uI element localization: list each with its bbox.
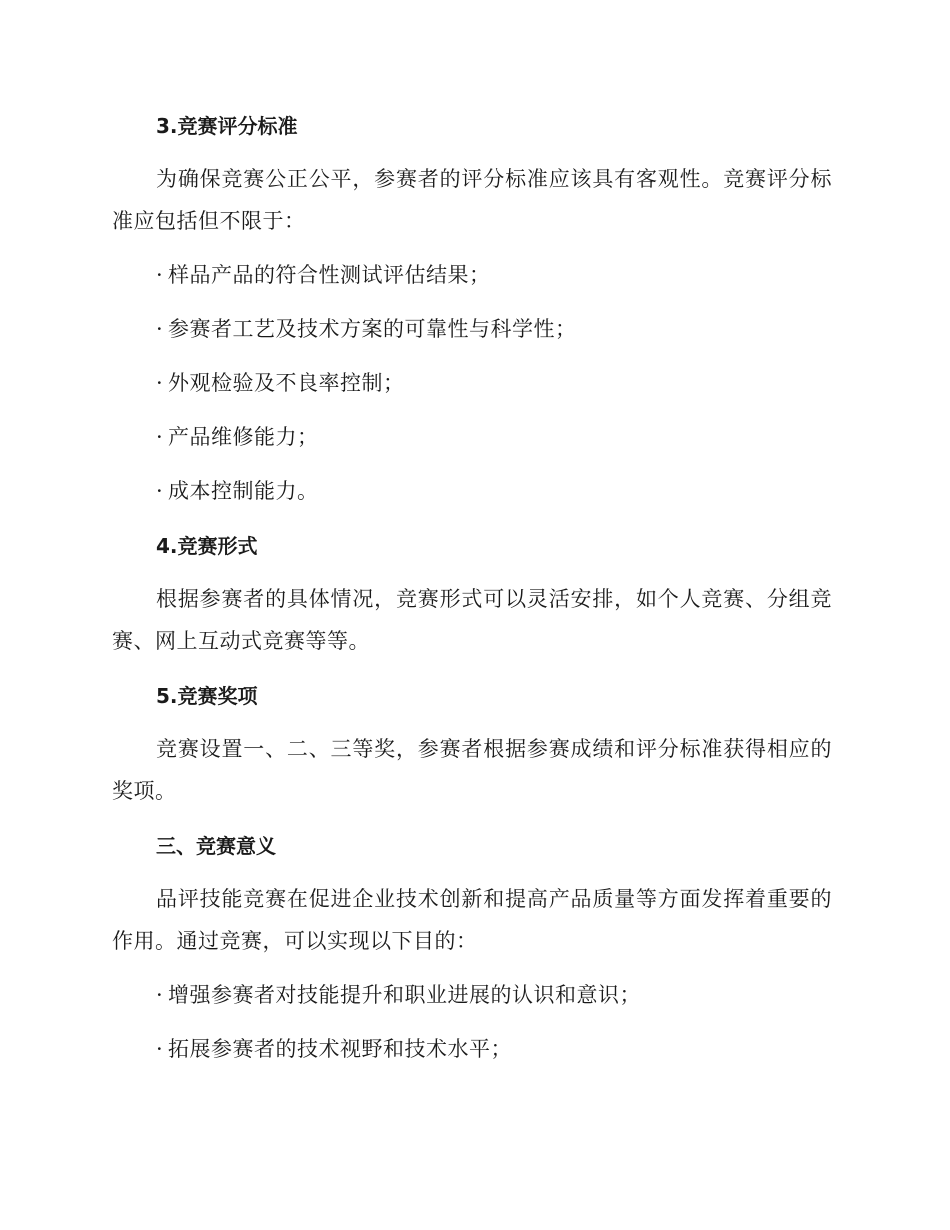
bullet-dot-icon: · [156,263,164,287]
section-paragraph-format: 根据参赛者的具体情况，竞赛形式可以灵活安排，如个人竞赛、分组竞赛、网上互动式竞赛等等。 [112,587,832,653]
bullet-item [112,254,832,296]
bullet-text: 成本控制能力。 [168,479,319,503]
section-heading-significance: 三、竞赛意义 [156,834,276,858]
bullet-item [112,974,832,1016]
section-paragraph-awards: 竞赛设置一、二、三等奖，参赛者根据参赛成绩和评分标准获得相应的奖项。 [112,737,832,803]
bullet-dot-icon: · [156,1037,164,1061]
bullet-text: 增强参赛者对技能提升和职业进展的认识和意识； [168,983,641,1007]
bullet-item [112,416,832,458]
bullet-text: 样品产品的符合性测试评估结果； [168,263,491,287]
bullet-text: 参赛者工艺及技术方案的可靠性与科学性； [168,317,577,341]
bullet-item [112,308,832,350]
bullet-dot-icon: · [156,479,164,503]
bullet-text: 外观检验及不良率控制； [168,371,405,395]
bullet-dot-icon: · [156,371,164,395]
bullet-dot-icon: · [156,317,164,341]
section-paragraph-scoring: 为确保竞赛公正公平，参赛者的评分标准应该具有客观性。竞赛评分标准应包括但不限于： [112,167,832,233]
bullet-text: 产品维修能力； [168,425,319,449]
section-heading-scoring: 3.竞赛评分标准 [156,114,298,138]
section-heading-awards: 5.竞赛奖项 [156,684,258,708]
section-heading-format: 4.竞赛形式 [156,534,258,558]
bullet-item [112,1028,832,1070]
bullet-dot-icon: · [156,983,164,1007]
document-page [112,104,832,1082]
bullet-dot-icon: · [156,425,164,449]
section-paragraph-significance: 品评技能竞赛在促进企业技术创新和提高产品质量等方面发挥着重要的作用。通过竞赛，可以实现以下目的： [112,887,832,953]
bullet-text: 拓展参赛者的技术视野和技术水平； [168,1037,512,1061]
bullet-item [112,362,832,404]
bullet-item [112,470,832,512]
